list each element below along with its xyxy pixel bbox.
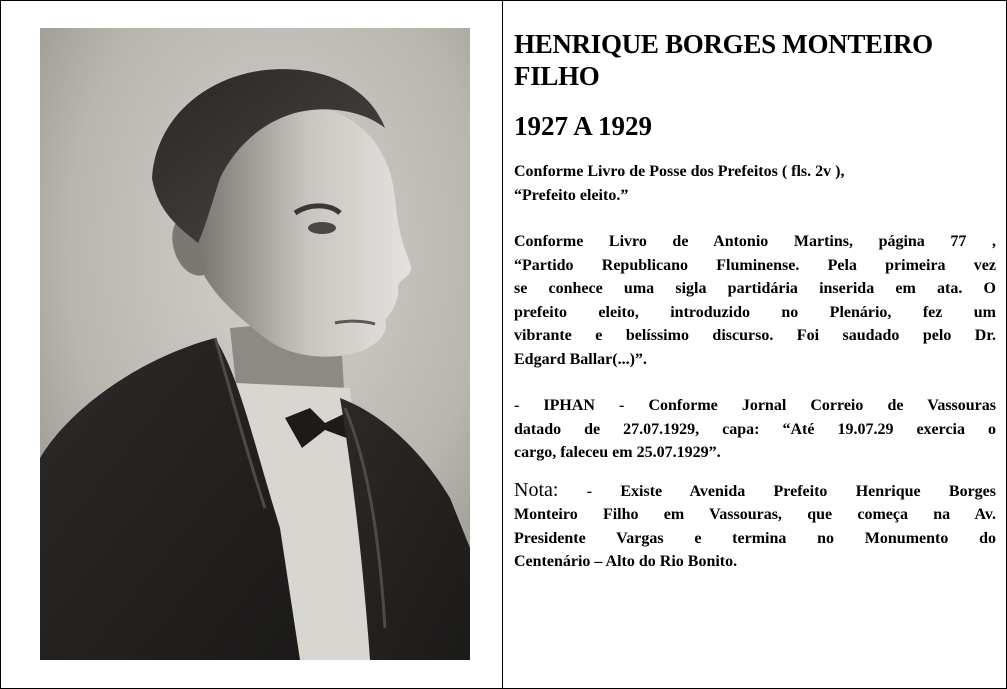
paragraph-line: Conforme Livro de Antonio Martins, página 77 ,	[514, 233, 996, 250]
paragraph-iphan	[514, 394, 996, 465]
paragraph-antonio-martins	[514, 230, 996, 371]
paragraph-line: cargo, faleceu em 25.07.1929”.	[514, 444, 721, 461]
paragraph-line: Presidente Vargas e termina no Monumento do	[514, 529, 996, 547]
paragraph-line: Centenário – Alto do Rio Bonito.	[514, 553, 738, 570]
paragraph-line	[514, 479, 996, 504]
paragraph-line: prefeito eleito, introduzido no Plenário, fez um	[514, 303, 996, 321]
paragraph-line: Monteiro Filho em Vassouras, que começa na Av.	[514, 506, 996, 523]
paragraph-line: datado de 27.07.1929, capa: “Até 19.07.29 exercia o	[514, 420, 996, 438]
paragraph-line: Conforme Livro de Posse dos Prefeitos ( fls. 2v ),	[514, 163, 845, 180]
text-column	[514, 28, 996, 574]
paragraph-line: - IPHAN - Conforme Jornal Correio de Vassouras	[514, 397, 996, 414]
column-divider	[502, 0, 503, 689]
nota-text: - Existe Avenida Prefeito Henrique Borges	[558, 482, 996, 500]
person-name	[514, 28, 996, 92]
paragraph-nota	[514, 479, 996, 574]
paragraph-line: “Prefeito eleito.”	[514, 186, 629, 204]
paragraph-line: Edgard Ballar(...)”.	[514, 350, 647, 368]
term-years: 1927 A 1929	[514, 111, 653, 141]
name-line-2: FILHO	[514, 61, 600, 91]
paragraph-line: vibrante e belíssimo discurso. Foi saudado pelo Dr.	[514, 327, 996, 344]
paragraph-line: se conhece uma sigla partidária inserida em ata. O	[514, 280, 996, 297]
paragraph-posse	[514, 160, 996, 207]
name-line-1: HENRIQUE BORGES MONTEIRO	[514, 29, 933, 59]
portrait-photo	[40, 28, 470, 660]
nota-label: Nota:	[514, 478, 559, 501]
paragraph-line: “Partido Republicano Fluminense. Pela primeira vez	[514, 256, 996, 274]
